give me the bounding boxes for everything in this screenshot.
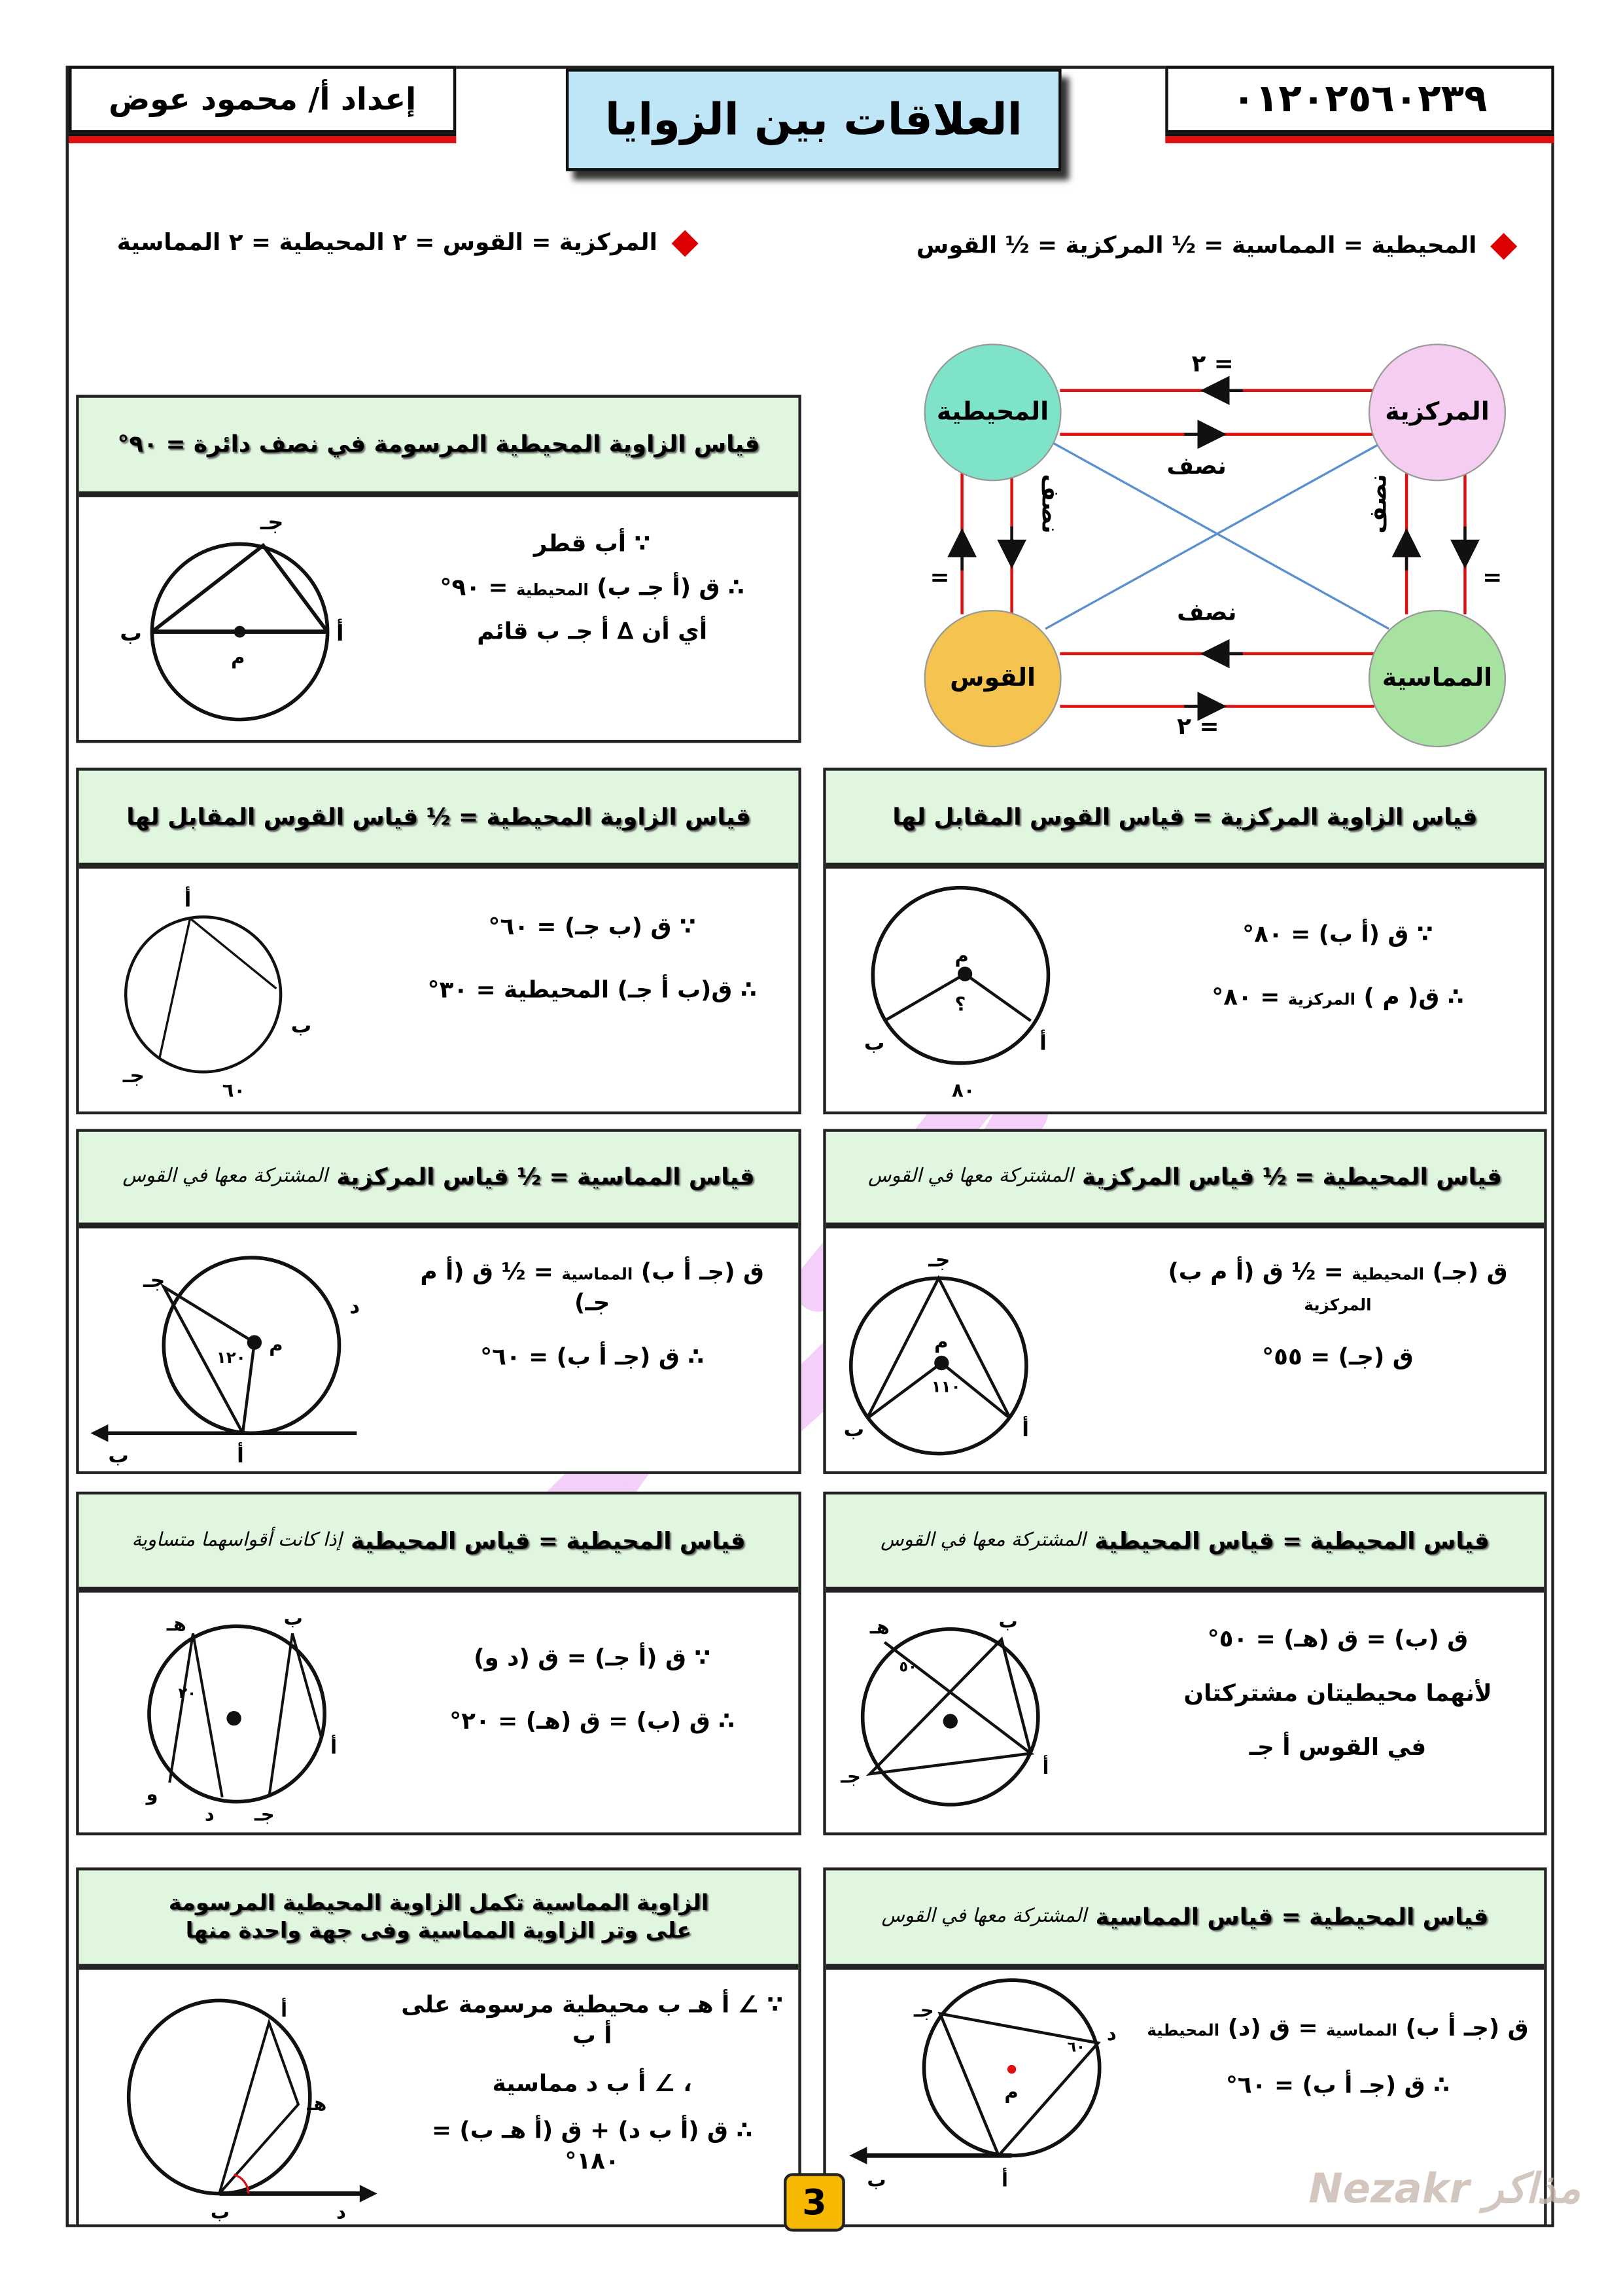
label-eq-right: = <box>1482 563 1503 591</box>
panel-supplementary <box>76 1867 801 2227</box>
result-line <box>400 573 784 603</box>
panel-title-text: قياس المحيطية = ½ قياس المركزية <box>1081 1163 1502 1191</box>
formula-tag-2: المركزية <box>1304 1295 1372 1315</box>
angle-label: ٦٠ <box>1067 2038 1085 2056</box>
figure-stroke <box>934 1356 949 1370</box>
figure-stroke <box>152 546 327 632</box>
formula-value: = ½ ق (أ م جـ) <box>420 1258 610 1316</box>
panel-text <box>400 1990 784 2178</box>
panel-text <box>1146 1625 1529 1763</box>
point-label: جـ <box>841 1765 861 1788</box>
point-label: ب <box>283 1607 303 1630</box>
panel-text <box>400 529 784 647</box>
point-label: أ <box>1039 1031 1047 1055</box>
angle-label: ١٢٠ <box>216 1348 246 1368</box>
figure-stroke <box>247 1335 262 1350</box>
panel-text <box>400 913 784 1006</box>
rule-1-text: المحيطية = المماسية = ½ المركزية = ½ القوس <box>916 231 1477 259</box>
panel-title <box>79 1494 799 1593</box>
point-label: ب <box>867 2168 886 2191</box>
result-line: ∴ ق (أ ب د) + ق (أ هـ ب) = ١٨٠° <box>431 2116 753 2175</box>
handwritten-note: المشتركة معها في القوس <box>867 1165 1073 1188</box>
figure-stroke <box>870 1639 1031 1774</box>
given-line: ∵ أب قطر <box>533 529 651 557</box>
label-half-left: نصف <box>1036 474 1064 534</box>
reason-line: لأنهما محيطيتان مشتركتان <box>1183 1678 1492 1706</box>
result-tag: المركزية <box>1287 989 1356 1009</box>
given-line: ∵ ق (أ جـ) = ق (د و) <box>474 1644 711 1672</box>
nezakr-logo: Nezakr مذاكر <box>1308 2164 1581 2213</box>
tangent-figure <box>79 1228 386 1471</box>
panel-text <box>400 1258 784 1372</box>
label-double-top: = ٢ <box>1191 349 1234 378</box>
given-line: ∵ ق (أ ب) = ٨٠° <box>1242 919 1433 948</box>
panel-title-text: قياس المحيطية = قياس المحيطية <box>1094 1526 1490 1555</box>
panel-title-text: قياس المماسية = ½ قياس المركزية <box>336 1163 755 1191</box>
point-label: هـ <box>166 1613 186 1636</box>
figure-stroke <box>943 1714 958 1728</box>
panel-text <box>1146 2014 1529 2101</box>
result-expr: ∴ ق( م ) <box>1363 982 1464 1010</box>
formula-line <box>400 1258 784 1318</box>
node-arc: القوس <box>924 610 1062 747</box>
figure-stroke <box>129 2000 310 2193</box>
panel-inscribed-half-arc <box>76 768 801 1114</box>
panel-title-text: قياس المحيطية = قياس المحيطية <box>351 1526 746 1555</box>
formula-tag: المحيطية <box>1352 1265 1425 1284</box>
angle-label: ٢٠ <box>178 1684 196 1702</box>
result-line: ∴ ق(ب أ جـ) المحيطية = ٣٠° <box>427 975 757 1003</box>
result-tag: المحيطية <box>515 580 589 599</box>
point-label: أ <box>184 888 192 912</box>
handwritten-note: إذا كانت أقواسهما متساوية <box>131 1529 342 1551</box>
node-central: المركزية <box>1369 344 1506 481</box>
point-label: جـ <box>928 1248 951 1272</box>
inscribed-tangent-figure <box>826 1970 1133 2225</box>
formula-line <box>1146 1258 1529 1318</box>
point-label: د <box>349 1295 360 1319</box>
panel-inscribed-half-central <box>823 1129 1546 1474</box>
point-label: أ <box>1001 2168 1008 2191</box>
central-figure <box>826 869 1119 1112</box>
formula-tag: المماسية <box>1326 2021 1397 2040</box>
author-box <box>69 66 456 143</box>
panel-text <box>400 1644 784 1737</box>
figure-stroke <box>1007 2065 1016 2074</box>
figure-stroke <box>126 917 281 1072</box>
figure-stroke <box>850 2147 867 2164</box>
formula-tag-2: المحيطية <box>1147 2021 1220 2040</box>
page-number: 3 <box>784 2173 845 2231</box>
point-label: د <box>204 1803 215 1826</box>
point-label: د <box>1106 2022 1117 2045</box>
angle-label: ٥٠ <box>899 1658 917 1676</box>
conclusion-line: أي أن ∆ أ جـ ب قائم <box>477 616 708 645</box>
formula-expr: ق (جـ) <box>1432 1258 1508 1286</box>
formula-value: = ق (د) <box>1227 2013 1318 2042</box>
figure-stroke <box>91 1424 109 1442</box>
reason-line-2: في القوس أ جـ <box>1249 1732 1427 1761</box>
given-line: ∵ ∠ أ هـ ب محيطية مرسومة على أ ب <box>401 1990 784 2049</box>
panel-equal-arcs <box>76 1492 801 1835</box>
equal-arcs-figure <box>79 1593 372 1833</box>
panel-title <box>826 1494 1544 1593</box>
formula-tag: المماسية <box>561 1265 633 1284</box>
inscribed-figure <box>79 869 372 1112</box>
center-label: م <box>269 1333 283 1356</box>
diamond-bullet-icon <box>671 230 698 257</box>
point-label: ب <box>998 1610 1018 1633</box>
angle-label: ١١٠ <box>931 1377 961 1396</box>
point-label: أ <box>1042 1756 1049 1779</box>
panel-title-text: قياس المحيطية = قياس المماسية <box>1095 1903 1489 1931</box>
result-line: ق (جـ) = ٥٥° <box>1262 1341 1414 1370</box>
label-double-bottom: = ٢ <box>1177 712 1219 740</box>
point-label: أ <box>237 1444 244 1468</box>
panel-title: قياس الزاوية المحيطية = ½ قياس القوس المقابل لها <box>79 771 799 869</box>
point-label: أ <box>1022 1417 1029 1441</box>
point-label: جـ <box>143 1268 166 1292</box>
panel-title: قياس الزاوية المحيطية المرسومة في نصف دائرة = ٩٠° <box>79 398 799 497</box>
label-half-top: نصف <box>1166 451 1227 480</box>
panel-tangent-half-central <box>76 1129 801 1474</box>
panel-title <box>826 1132 1544 1229</box>
point-label: ب <box>108 1444 129 1468</box>
center-label: م <box>954 944 969 967</box>
diamond-bullet-icon <box>1490 233 1517 260</box>
rule-2-text: المركزية = القوس = ٢ المحيطية = ٢ المماسية <box>116 228 657 256</box>
result-value: = ٩٠° <box>440 573 508 601</box>
panel-title-line-2: على وتر الزاوية المماسية وفى جهة واحدة منها <box>185 1917 692 1944</box>
figure-stroke <box>234 626 246 638</box>
point-label: جـ <box>913 1999 934 2022</box>
point-label: أ <box>281 1999 288 2022</box>
panel-title <box>826 1871 1544 1970</box>
point-label: هـ <box>869 1616 890 1638</box>
point-label: هـ <box>307 2093 327 2115</box>
point-label: و <box>146 1782 158 1805</box>
point-label: ب <box>120 620 142 646</box>
inscribed-central-figure <box>826 1228 1119 1471</box>
figure-stroke <box>269 1633 321 1797</box>
supplementary-figure <box>79 1970 386 2225</box>
formula-value: = ½ ق (أ م ب) <box>1168 1258 1344 1286</box>
arc-label: ٨٠ <box>951 1079 975 1102</box>
panel-central-arc <box>823 768 1546 1114</box>
node-tangent: المماسية <box>1369 610 1506 747</box>
formula-line <box>1146 2014 1529 2044</box>
point-label: أ <box>336 620 344 646</box>
figure-stroke <box>360 2185 377 2202</box>
point-label: جـ <box>254 1803 275 1826</box>
phone-number: ٠١٢٠٢٥٦٠٢٣٩ <box>1165 66 1554 133</box>
panel-semicircle <box>76 395 801 743</box>
panel-text <box>1146 920 1529 1013</box>
result-line: ∴ ق (ب) = ق (هـ) = ٢٠° <box>449 1706 735 1735</box>
point-label: جـ <box>260 509 284 535</box>
point-label: ب <box>290 1014 312 1038</box>
result-line: ∴ ق (جـ أ ب) = ٦٠° <box>1226 2070 1450 2098</box>
result-line <box>1146 982 1529 1012</box>
panel-text <box>1146 1258 1529 1372</box>
shared-arc-figure <box>826 1593 1119 1833</box>
center-label: م <box>934 1330 949 1353</box>
rule-2 <box>117 228 694 256</box>
angle-label: ؟ <box>954 993 966 1016</box>
formula-expr: ق (جـ أ ب) <box>640 1258 764 1286</box>
author-name: إعداد أ/ محمود عوض <box>69 66 456 133</box>
given-line: ق (ب) = ق (هـ) = ٥٠° <box>1207 1625 1469 1653</box>
figure-stroke <box>169 1633 222 1797</box>
given-line-2: ، ∠ أ ب د مماسية <box>492 2068 692 2097</box>
phone-box <box>1165 66 1554 143</box>
point-label: ب <box>843 1417 865 1441</box>
rule-1 <box>916 231 1513 258</box>
result-line: ∴ ق (جـ أ ب) = ٦٠° <box>480 1341 705 1370</box>
figure-stroke <box>958 966 972 981</box>
panel-shared-arc <box>823 1492 1546 1835</box>
figure-stroke <box>940 2014 1098 2156</box>
semicircle-figure <box>79 497 386 740</box>
center-label: م <box>1004 2081 1019 2104</box>
handwritten-note: المشتركة معها في القوس <box>122 1165 328 1188</box>
panel-title <box>79 1132 799 1229</box>
panel-title <box>79 1871 799 1970</box>
result-expr: ∴ ق (أ جـ ب) <box>597 573 744 601</box>
center-label: م <box>231 646 245 669</box>
node-inscribed: المحيطية <box>924 344 1062 481</box>
page-title: العلاقات بين الزوايا <box>566 69 1062 171</box>
formula-expr: ق (جـ أ ب) <box>1405 2013 1529 2042</box>
figure-stroke <box>219 2022 298 2193</box>
label-eq-left: = <box>930 563 950 591</box>
point-label: أ <box>330 1735 338 1758</box>
given-line: ∵ ق (ب جـ) = ٦٠° <box>488 912 696 941</box>
point-label: ب <box>864 1031 885 1055</box>
figure-stroke <box>226 1711 241 1725</box>
handwritten-note: المشتركة معها في القوس <box>881 1529 1086 1551</box>
label-half-right: نصف <box>1364 474 1392 534</box>
point-label: جـ <box>122 1063 145 1087</box>
point-label: د <box>336 2200 346 2223</box>
handwritten-note: المشتركة معها في القوس <box>881 1905 1087 1928</box>
result-value: = ٨٠° <box>1212 982 1280 1010</box>
label-half-mid: نصف <box>1177 598 1237 626</box>
point-label: ب <box>210 2200 230 2223</box>
arc-label: ٦٠ <box>222 1079 246 1102</box>
author-underline <box>69 133 456 143</box>
relation-diagram <box>907 329 1535 753</box>
panel-title: قياس الزاوية المركزية = قياس القوس المقابل لها <box>826 771 1544 869</box>
panel-title-line-1: الزاوية المماسية تكمل الزاوية المحيطية المرسومة <box>168 1888 709 1915</box>
phone-underline <box>1165 133 1554 143</box>
